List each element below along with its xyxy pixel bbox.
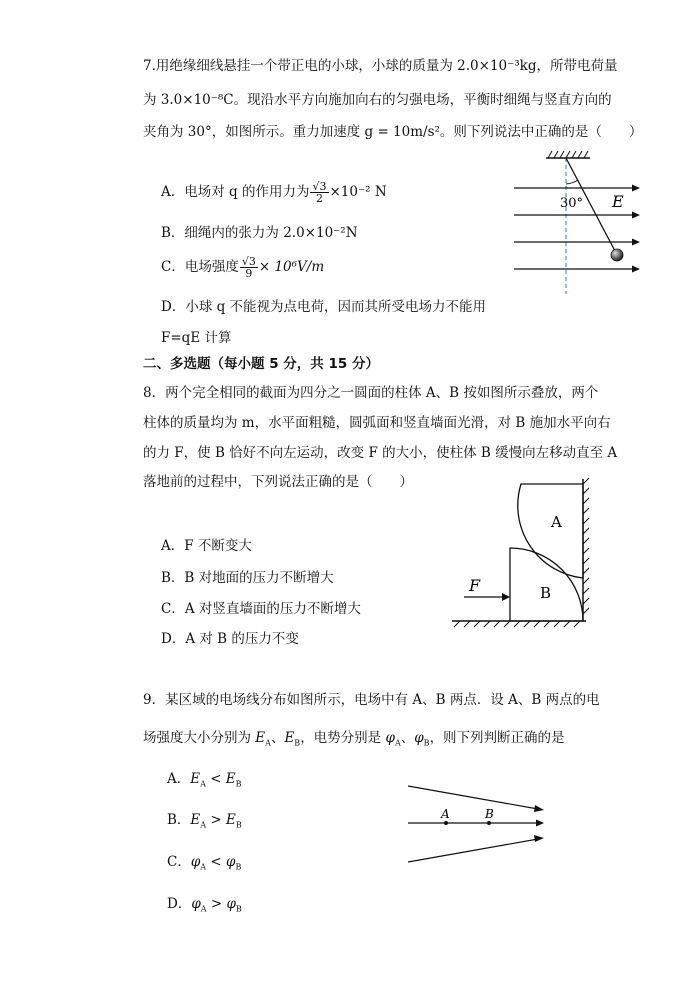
charged-ball (611, 249, 623, 261)
q8-option-c: C．A 对竖直墙面的压力不断增大 (161, 601, 361, 617)
q8-stem-line2: 柱体的质量均为 m，水平面粗糙，圆弧面和竖直墙面光滑，对 B 施加水平向右 (143, 415, 611, 431)
point-a (444, 821, 448, 825)
label-f: F (469, 576, 481, 595)
q9-option-c: C．$\varphi_A < \varphi_B$ (167, 854, 242, 872)
point-b (487, 821, 491, 825)
q9-option-d: D．$\varphi_A > \varphi_B$ (167, 896, 242, 914)
label-point-a: A (441, 807, 450, 821)
field-label: E (612, 192, 624, 211)
q8-stem-line1: 8．两个完全相同的截面为四分之一圆面的柱体 A、B 按如图所示叠放，两个 (143, 385, 599, 401)
q9-option-b: B．$E_A > E_B$ (167, 812, 242, 830)
angle-label: 30° (560, 196, 584, 211)
q8-stem-line3: 的力 F，使 B 恰好不向左运动，改变 F 的大小，使柱体 B 缓慢向左移动直至 A (143, 445, 618, 461)
q7-option-b: B．细绳内的张力为 2.0×10⁻²N (161, 225, 358, 241)
label-b: B (540, 584, 552, 602)
q8-option-d: D．A 对 B 的压力不变 (161, 631, 299, 647)
q7-option-d-line1: D．小球 q 不能视为点电荷，因而其所受电场力不能用 (161, 299, 487, 315)
q8-option-a: A．F 不断变大 (161, 538, 252, 554)
q8-stem-line4: 落地前的过程中，下列说法正确的是（ ） (143, 474, 413, 490)
cylinder-a (518, 484, 583, 578)
q7-stem-line1: 7.用绝缘细线悬挂一个带正电的小球，小球的质量为 2.0×10⁻³kg，所带电荷量 (143, 58, 618, 74)
section-title-multiple-choice: 二、多选题（每小题 5 分，共 15 分） (143, 356, 379, 372)
q8-option-b: B．B 对地面的压力不断增大 (161, 570, 334, 586)
q9-stem-line1: 9．某区域的电场线分布如图所示，电场中有 A、B 两点．设 A、B 两点的电 (143, 692, 600, 708)
q7-pendulum-figure (500, 148, 650, 296)
q7-option-a-fraction: $\frac{√3}{2}$ (312, 180, 327, 205)
q9-field-lines-figure (404, 778, 549, 870)
q8-cylinders-figure (448, 474, 593, 634)
q7-stem-line3: 夹角为 30°，如图所示。重力加速度 g = 10m/s²。则下列说法中正确的是（ ） (143, 124, 643, 140)
q7-option-d-line2: F=qE 计算 (161, 330, 232, 346)
q9-option-a: A．$E_A < E_B$ (167, 771, 242, 789)
q7-option-a: A．电场对 q 的作用力为 $\frac{√3}{2}$ ×10⁻² N (161, 180, 387, 205)
q7-stem-line2: 为 3.0×10⁻⁸C。现沿水平方向施加向右的匀强电场，平衡时细绳与竖直方向的 (143, 92, 612, 108)
q7-option-c: C．电场强度 $\frac{√3}{9}$ × 10⁶V/m (161, 255, 325, 280)
label-point-b: B (485, 807, 494, 821)
q9-stem-line2: 场强度大小分别为 $E_A$、$E_B$，电势分别是 $\varphi_A$、$\varphi_B$，则下列判断正确的是 (143, 730, 565, 748)
q7-option-c-fraction: $\frac{√3}{9}$ (241, 255, 256, 280)
label-a: A (551, 513, 562, 531)
